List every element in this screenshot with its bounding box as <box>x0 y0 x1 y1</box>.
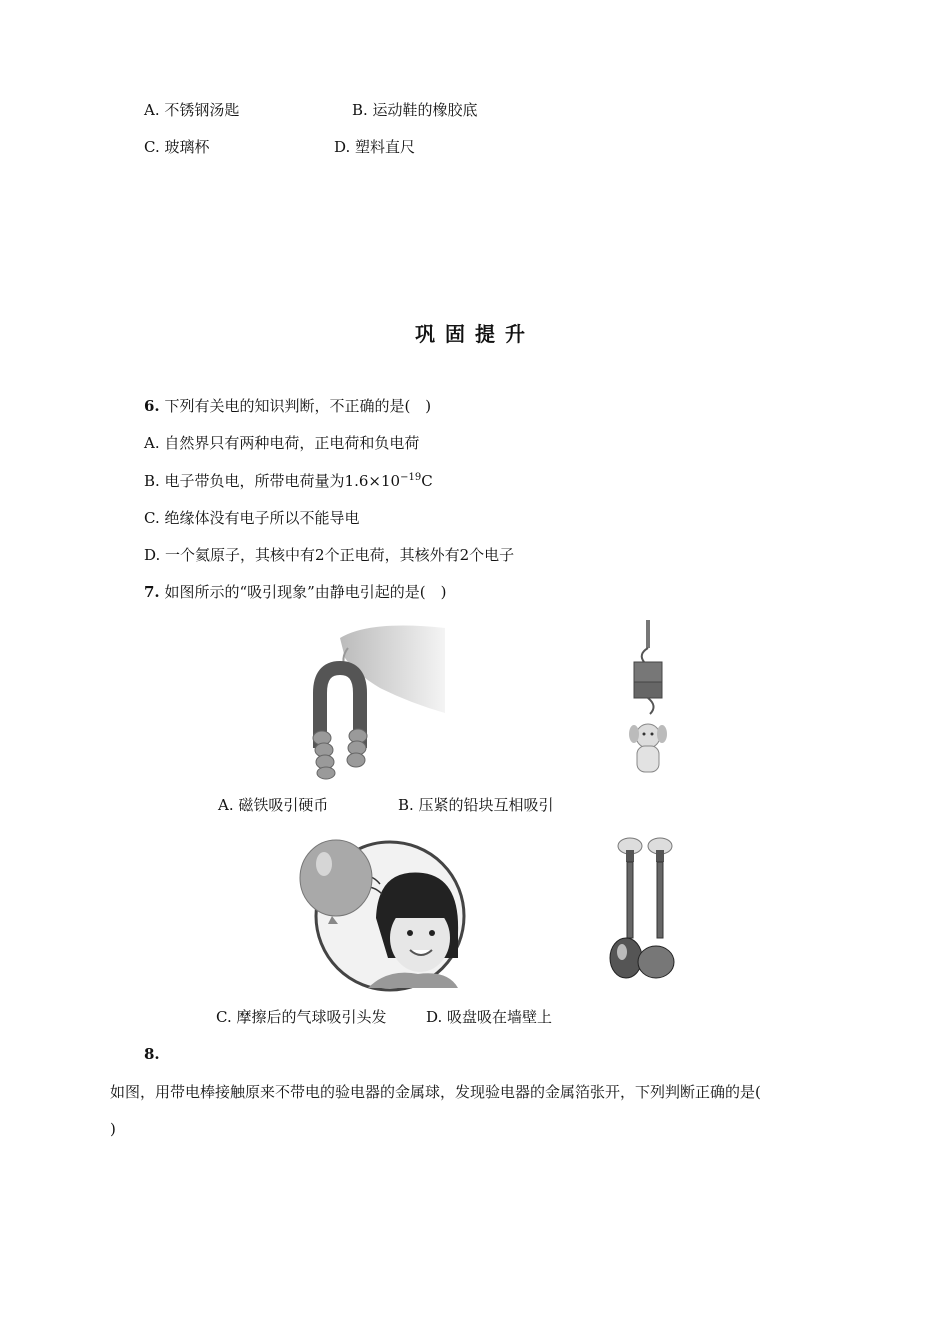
q7-caption-a: A. 磁铁吸引硬币 <box>218 796 329 814</box>
q5-option-a: A. 不锈钢汤匙 <box>144 101 240 119</box>
q6-option-b <box>144 471 433 491</box>
coins-left <box>313 731 335 779</box>
spoons <box>610 862 674 978</box>
q7-stem-text: 如图所示的“吸引现象”由静电引起的是( ) <box>164 583 447 601</box>
q5-option-d: D. 塑料直尺 <box>334 138 416 156</box>
magnet-coins-figure <box>300 618 445 780</box>
lead-blocks-figure <box>620 618 676 778</box>
q7-caption-d: D. 吸盘吸在墙壁上 <box>426 1008 553 1026</box>
section-title: 巩固提升 <box>415 322 535 346</box>
lead-block-top <box>634 662 662 682</box>
q8-stem-end: ) <box>110 1120 116 1138</box>
q6-option-b-exponent: −19 <box>400 472 422 483</box>
q8-stem: 如图，用带电棒接触原来不带电的验电器的金属球，发现验电器的金属箔张开，下列判断正确的是( <box>110 1083 761 1101</box>
q6-option-c: C. 绝缘体没有电子所以不能导电 <box>144 509 360 527</box>
q7-stem <box>144 582 447 602</box>
q6-option-b-unit: C <box>421 472 433 490</box>
q7-caption-b: B. 压紧的铅块互相吸引 <box>398 796 554 814</box>
q6-number: 6. <box>144 397 160 415</box>
q6-option-d: D. 一个氦原子，其核中有2个正电荷，其核外有2个电子 <box>144 546 515 564</box>
toy-dog <box>629 724 667 772</box>
q6-stem-text: 下列有关电的知识判断，不正确的是( ) <box>164 397 432 415</box>
q7-number: 7. <box>144 583 160 601</box>
q7-caption-c: C. 摩擦后的气球吸引头发 <box>216 1008 387 1026</box>
suction-cups <box>618 838 672 862</box>
balloon <box>300 840 372 916</box>
lead-block-bottom <box>634 682 662 698</box>
q8-number: 8. <box>144 1045 160 1063</box>
coins-right <box>347 729 367 767</box>
q5-option-b: B. 运动鞋的橡胶底 <box>352 101 478 119</box>
q6-option-b-prefix: B. 电子带负电，所带电荷量为1.6×10 <box>144 472 401 490</box>
suction-cup-figure <box>604 834 676 982</box>
balloon-hair-figure <box>298 838 466 992</box>
q5-option-c: C. 玻璃杯 <box>144 138 210 156</box>
q6-option-a: A. 自然界只有两种电荷，正电荷和负电荷 <box>144 434 420 452</box>
q6-stem <box>144 396 431 416</box>
